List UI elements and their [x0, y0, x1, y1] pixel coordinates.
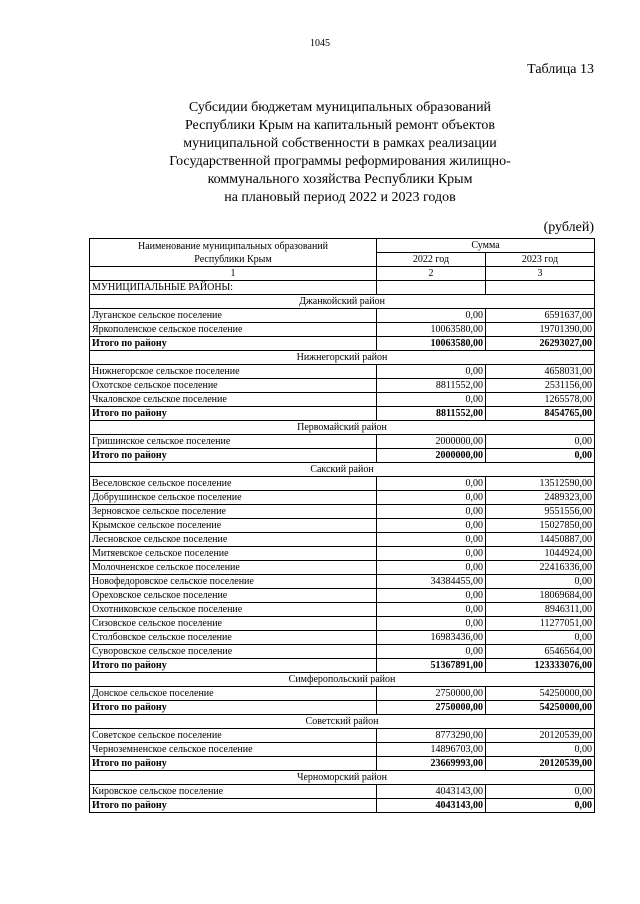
amount-2023: 4658031,00 — [486, 365, 595, 379]
settlement-name: Зерновское сельское поселение — [90, 505, 377, 519]
total-label: Итого по району — [90, 337, 377, 351]
units-label: (рублей) — [543, 220, 594, 235]
sum-header: Сумма — [377, 239, 595, 253]
settlement-name: Чкаловское сельское поселение — [90, 393, 377, 407]
amount-2022: 0,00 — [377, 519, 486, 533]
settlement-name: Охотское сельское поселение — [90, 379, 377, 393]
table-row — [90, 729, 595, 743]
district-total-row — [90, 407, 595, 421]
amount-2023: 18069684,00 — [486, 589, 595, 603]
district-total-row — [90, 449, 595, 463]
table-row — [90, 561, 595, 575]
amount-2023: 1265578,00 — [486, 393, 595, 407]
total-2023: 123333076,00 — [486, 659, 595, 673]
settlement-name: Кировское сельское поселение — [90, 785, 377, 799]
district-name: Джанкойский район — [90, 295, 595, 309]
table-row — [90, 491, 595, 505]
amount-2022: 0,00 — [377, 491, 486, 505]
total-2022: 10063580,00 — [377, 337, 486, 351]
header-row — [90, 239, 595, 253]
amount-2022: 2000000,00 — [377, 435, 486, 449]
district-name: Советский район — [90, 715, 595, 729]
amount-2023: 0,00 — [486, 785, 595, 799]
total-2023: 20120539,00 — [486, 757, 595, 771]
amount-2023: 6591637,00 — [486, 309, 595, 323]
table-row — [90, 477, 595, 491]
name-header-line: Наименование муниципальных образований — [137, 240, 329, 252]
amount-2022: 16983436,00 — [377, 631, 486, 645]
amount-2022: 0,00 — [377, 365, 486, 379]
settlement-name: Веселовское сельское поселение — [90, 477, 377, 491]
settlement-name: Суворовское сельское поселение — [90, 645, 377, 659]
amount-2022: 14896703,00 — [377, 743, 486, 757]
settlement-name: Новофедоровское сельское поселение — [90, 575, 377, 589]
total-2022: 2750000,00 — [377, 701, 486, 715]
total-2023: 26293027,00 — [486, 337, 595, 351]
amount-2022: 34384455,00 — [377, 575, 486, 589]
title-line: на плановый период 2022 и 2023 годов — [224, 190, 456, 205]
amount-2023: 0,00 — [486, 631, 595, 645]
amount-2022: 0,00 — [377, 547, 486, 561]
amount-2023: 20120539,00 — [486, 729, 595, 743]
settlement-name: Гришинское сельское поселение — [90, 435, 377, 449]
name-column-header — [90, 239, 377, 267]
empty-cell — [377, 281, 486, 295]
district-header-row — [90, 715, 595, 729]
title-line: Субсидии бюджетам муниципальных образований — [188, 100, 492, 115]
table-row — [90, 547, 595, 561]
amount-2022: 0,00 — [377, 589, 486, 603]
amount-2022: 0,00 — [377, 309, 486, 323]
amount-2023: 0,00 — [486, 435, 595, 449]
table-row — [90, 519, 595, 533]
amount-2022: 10063580,00 — [377, 323, 486, 337]
column-number: 3 — [486, 267, 595, 281]
table-row — [90, 309, 595, 323]
settlement-name: Яркополенское сельское поселение — [90, 323, 377, 337]
table-row — [90, 393, 595, 407]
amount-2022: 0,00 — [377, 603, 486, 617]
district-header-row — [90, 421, 595, 435]
column-number: 2 — [377, 267, 486, 281]
district-total-row — [90, 757, 595, 771]
settlement-name: Сизовское сельское поселение — [90, 617, 377, 631]
amount-2022: 0,00 — [377, 533, 486, 547]
amount-2023: 9551556,00 — [486, 505, 595, 519]
amount-2023: 13512590,00 — [486, 477, 595, 491]
total-2022: 8811552,00 — [377, 407, 486, 421]
table-row — [90, 323, 595, 337]
district-name: Нижнегорский район — [90, 351, 595, 365]
year-2022-header: 2022 год — [377, 253, 486, 267]
table-row — [90, 435, 595, 449]
total-2022: 4043143,00 — [377, 799, 486, 813]
settlement-name: Лесновское сельское поселение — [90, 533, 377, 547]
title-line: коммунального хозяйства Республики Крым — [207, 172, 473, 187]
document-title — [120, 99, 560, 207]
amount-2022: 2750000,00 — [377, 687, 486, 701]
district-total-row — [90, 799, 595, 813]
column-number: 1 — [90, 267, 377, 281]
table-row — [90, 533, 595, 547]
table-row — [90, 365, 595, 379]
settlement-name: Охотниковское сельское поселение — [90, 603, 377, 617]
amount-2023: 22416336,00 — [486, 561, 595, 575]
district-header-row — [90, 351, 595, 365]
amount-2022: 0,00 — [377, 617, 486, 631]
total-2022: 51367891,00 — [377, 659, 486, 673]
district-name: Симферопольский район — [90, 673, 595, 687]
district-header-row — [90, 295, 595, 309]
district-total-row — [90, 659, 595, 673]
year-2023-header: 2023 год — [486, 253, 595, 267]
total-label: Итого по району — [90, 407, 377, 421]
total-2022: 2000000,00 — [377, 449, 486, 463]
total-2022: 23669993,00 — [377, 757, 486, 771]
amount-2023: 14450887,00 — [486, 533, 595, 547]
district-name: Первомайский район — [90, 421, 595, 435]
settlement-name: Добрушинское сельское поселение — [90, 491, 377, 505]
total-label: Итого по району — [90, 757, 377, 771]
section-title-row — [90, 281, 595, 295]
settlement-name: Луганское сельское поселение — [90, 309, 377, 323]
amount-2023: 54250000,00 — [486, 687, 595, 701]
amount-2022: 8811552,00 — [377, 379, 486, 393]
settlement-name: Нижнегорское сельское поселение — [90, 365, 377, 379]
settlement-name: Столбовское сельское поселение — [90, 631, 377, 645]
table-row — [90, 575, 595, 589]
amount-2023: 2489323,00 — [486, 491, 595, 505]
total-2023: 0,00 — [486, 449, 595, 463]
name-header-line: Республики Крым — [194, 253, 272, 265]
amount-2022: 0,00 — [377, 645, 486, 659]
total-2023: 8454765,00 — [486, 407, 595, 421]
district-name: Черноморский район — [90, 771, 595, 785]
table-row — [90, 617, 595, 631]
district-total-row — [90, 337, 595, 351]
table-row — [90, 505, 595, 519]
district-header-row — [90, 771, 595, 785]
settlement-name: Донское сельское поселение — [90, 687, 377, 701]
amount-2023: 0,00 — [486, 575, 595, 589]
title-line: Государственной программы реформирования жилищно- — [169, 154, 511, 169]
settlement-name: Молочненское сельское поселение — [90, 561, 377, 575]
district-header-row — [90, 673, 595, 687]
table-row — [90, 687, 595, 701]
settlement-name: Ореховское сельское поселение — [90, 589, 377, 603]
column-number-row — [90, 267, 595, 281]
table-row — [90, 743, 595, 757]
title-line: муниципальной собственности в рамках реализации — [183, 136, 497, 151]
subsidies-table — [89, 238, 595, 813]
total-label: Итого по району — [90, 449, 377, 463]
title-line: Республики Крым на капитальный ремонт объектов — [184, 118, 496, 133]
amount-2022: 0,00 — [377, 477, 486, 491]
settlement-name: Советское сельское поселение — [90, 729, 377, 743]
amount-2023: 6546564,00 — [486, 645, 595, 659]
total-label: Итого по району — [90, 799, 377, 813]
amount-2023: 19701390,00 — [486, 323, 595, 337]
total-label: Итого по району — [90, 701, 377, 715]
page-number: 1045 — [310, 38, 330, 49]
table-row — [90, 379, 595, 393]
amount-2023: 0,00 — [486, 743, 595, 757]
settlement-name: Митяевское сельское поселение — [90, 547, 377, 561]
table-row — [90, 645, 595, 659]
district-total-row — [90, 701, 595, 715]
settlement-name: Крымское сельское поселение — [90, 519, 377, 533]
table-row — [90, 589, 595, 603]
empty-cell — [486, 281, 595, 295]
total-2023: 0,00 — [486, 799, 595, 813]
district-header-row — [90, 463, 595, 477]
settlement-name: Черноземненское сельское поселение — [90, 743, 377, 757]
amount-2023: 8946311,00 — [486, 603, 595, 617]
amount-2022: 0,00 — [377, 561, 486, 575]
total-2023: 54250000,00 — [486, 701, 595, 715]
table-label: Таблица 13 — [527, 62, 594, 77]
amount-2022: 4043143,00 — [377, 785, 486, 799]
district-name: Сакский район — [90, 463, 595, 477]
table-row — [90, 603, 595, 617]
amount-2022: 8773290,00 — [377, 729, 486, 743]
table-row — [90, 631, 595, 645]
amount-2023: 15027850,00 — [486, 519, 595, 533]
section-title: МУНИЦИПАЛЬНЫЕ РАЙОНЫ: — [90, 281, 377, 295]
amount-2023: 2531156,00 — [486, 379, 595, 393]
amount-2023: 11277051,00 — [486, 617, 595, 631]
amount-2023: 1044924,00 — [486, 547, 595, 561]
table-row — [90, 785, 595, 799]
amount-2022: 0,00 — [377, 505, 486, 519]
amount-2022: 0,00 — [377, 393, 486, 407]
total-label: Итого по району — [90, 659, 377, 673]
